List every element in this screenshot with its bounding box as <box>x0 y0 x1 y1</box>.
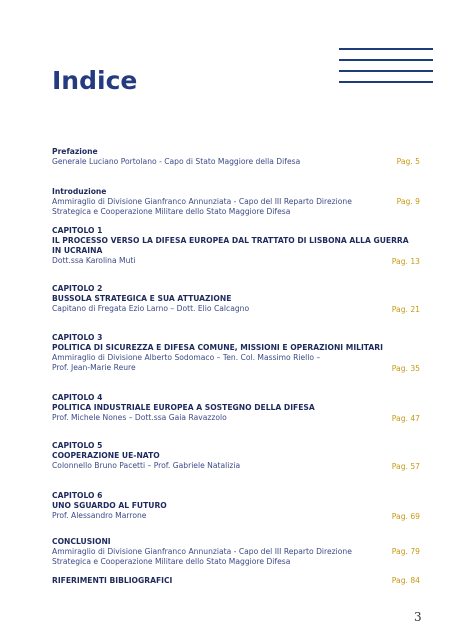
entry-author: Prof. Jean-Marie Reure <box>52 363 136 372</box>
stripe-line <box>339 59 433 61</box>
page-number: 3 <box>414 610 422 624</box>
toc-entry-riferimenti[interactable] <box>52 576 420 586</box>
toc-entry-capitolo-2[interactable] <box>52 284 420 314</box>
stripe-line <box>339 81 433 83</box>
entry-page: Pag. 5 <box>396 157 420 166</box>
decorative-stripes <box>339 48 433 92</box>
entry-heading: CAPITOLO 1 <box>52 226 103 235</box>
entry-heading: CAPITOLO 4 <box>52 393 103 402</box>
entry-page: Pag. 69 <box>391 512 420 521</box>
toc-entry-introduzione[interactable] <box>52 187 420 217</box>
toc-entry-capitolo-1[interactable] <box>52 226 420 266</box>
entry-heading: UNO SGUARDO AL FUTURO <box>52 501 167 510</box>
entry-heading: CAPITOLO 2 <box>52 284 103 293</box>
entry-author: Prof. Michele Nones – Dott.ssa Gaia Ravazzolo <box>52 413 227 422</box>
page-title: Indice <box>52 66 138 95</box>
entry-page: Pag. 35 <box>391 364 420 373</box>
entry-author: Prof. Alessandro Marrone <box>52 511 147 520</box>
toc-entry-conclusioni[interactable] <box>52 537 420 567</box>
entry-heading: CAPITOLO 3 <box>52 333 103 342</box>
entry-page: Pag. 84 <box>391 576 420 585</box>
entry-author: Strategica e Cooperazione Militare dello Stato Maggiore Difesa <box>52 557 291 566</box>
entry-heading: RIFERIMENTI BIBLIOGRAFICI <box>52 576 173 585</box>
entry-author: Ammiraglio di Divisione Gianfranco Annunziata - Capo del III Reparto Direzione <box>52 197 352 206</box>
stripe-line <box>339 70 433 72</box>
entry-heading: BUSSOLA STRATEGICA E SUA ATTUAZIONE <box>52 294 232 303</box>
entry-heading: CAPITOLO 6 <box>52 491 103 500</box>
entry-heading: IN UCRAINA <box>52 246 103 255</box>
entry-author: Capitano di Fregata Ezio Larno – Dott. Elio Calcagno <box>52 304 250 313</box>
entry-page: Pag. 47 <box>391 414 420 423</box>
toc-entry-capitolo-6[interactable] <box>52 491 420 521</box>
stripe-line <box>339 48 433 50</box>
toc-entry-capitolo-5[interactable] <box>52 441 420 471</box>
entry-page: Pag. 21 <box>391 305 420 314</box>
entry-heading: Prefazione <box>52 147 98 156</box>
toc-entry-capitolo-3[interactable] <box>52 333 420 373</box>
entry-page: Pag. 57 <box>391 462 420 471</box>
entry-author: Colonnello Bruno Pacetti – Prof. Gabriele Natalizia <box>52 461 241 470</box>
entry-heading: IL PROCESSO VERSO LA DIFESA EUROPEA DAL TRATTATO DI LISBONA ALLA GUERRA <box>52 236 409 245</box>
entry-heading: CONCLUSIONI <box>52 537 111 546</box>
entry-author: Generale Luciano Portolano - Capo di Stato Maggiore della Difesa <box>52 157 301 166</box>
entry-page: Pag. 9 <box>396 197 420 206</box>
entry-heading: CAPITOLO 5 <box>52 441 103 450</box>
entry-author: Ammiraglio di Divisione Gianfranco Annunziata - Capo del III Reparto Direzione <box>52 547 352 556</box>
entry-heading: Introduzione <box>52 187 107 196</box>
entry-author: Strategica e Cooperazione Militare dello Stato Maggiore Difesa <box>52 207 291 216</box>
entry-page: Pag. 79 <box>391 547 420 556</box>
entry-heading: POLITICA DI SICUREZZA E DIFESA COMUNE, MISSIONI E OPERAZIONI MILITARI <box>52 343 383 352</box>
entry-heading: POLITICA INDUSTRIALE EUROPEA A SOSTEGNO DELLA DIFESA <box>52 403 315 412</box>
entry-author: Dott.ssa Karolina Muti <box>52 256 136 265</box>
toc-entry-prefazione[interactable] <box>52 147 420 167</box>
toc-entry-capitolo-4[interactable] <box>52 393 420 423</box>
entry-author: Ammiraglio di Divisione Alberto Sodomaco – Ten. Col. Massimo Riello – <box>52 353 321 362</box>
entry-heading: COOPERAZIONE UE-NATO <box>52 451 160 460</box>
entry-page: Pag. 13 <box>391 257 420 266</box>
